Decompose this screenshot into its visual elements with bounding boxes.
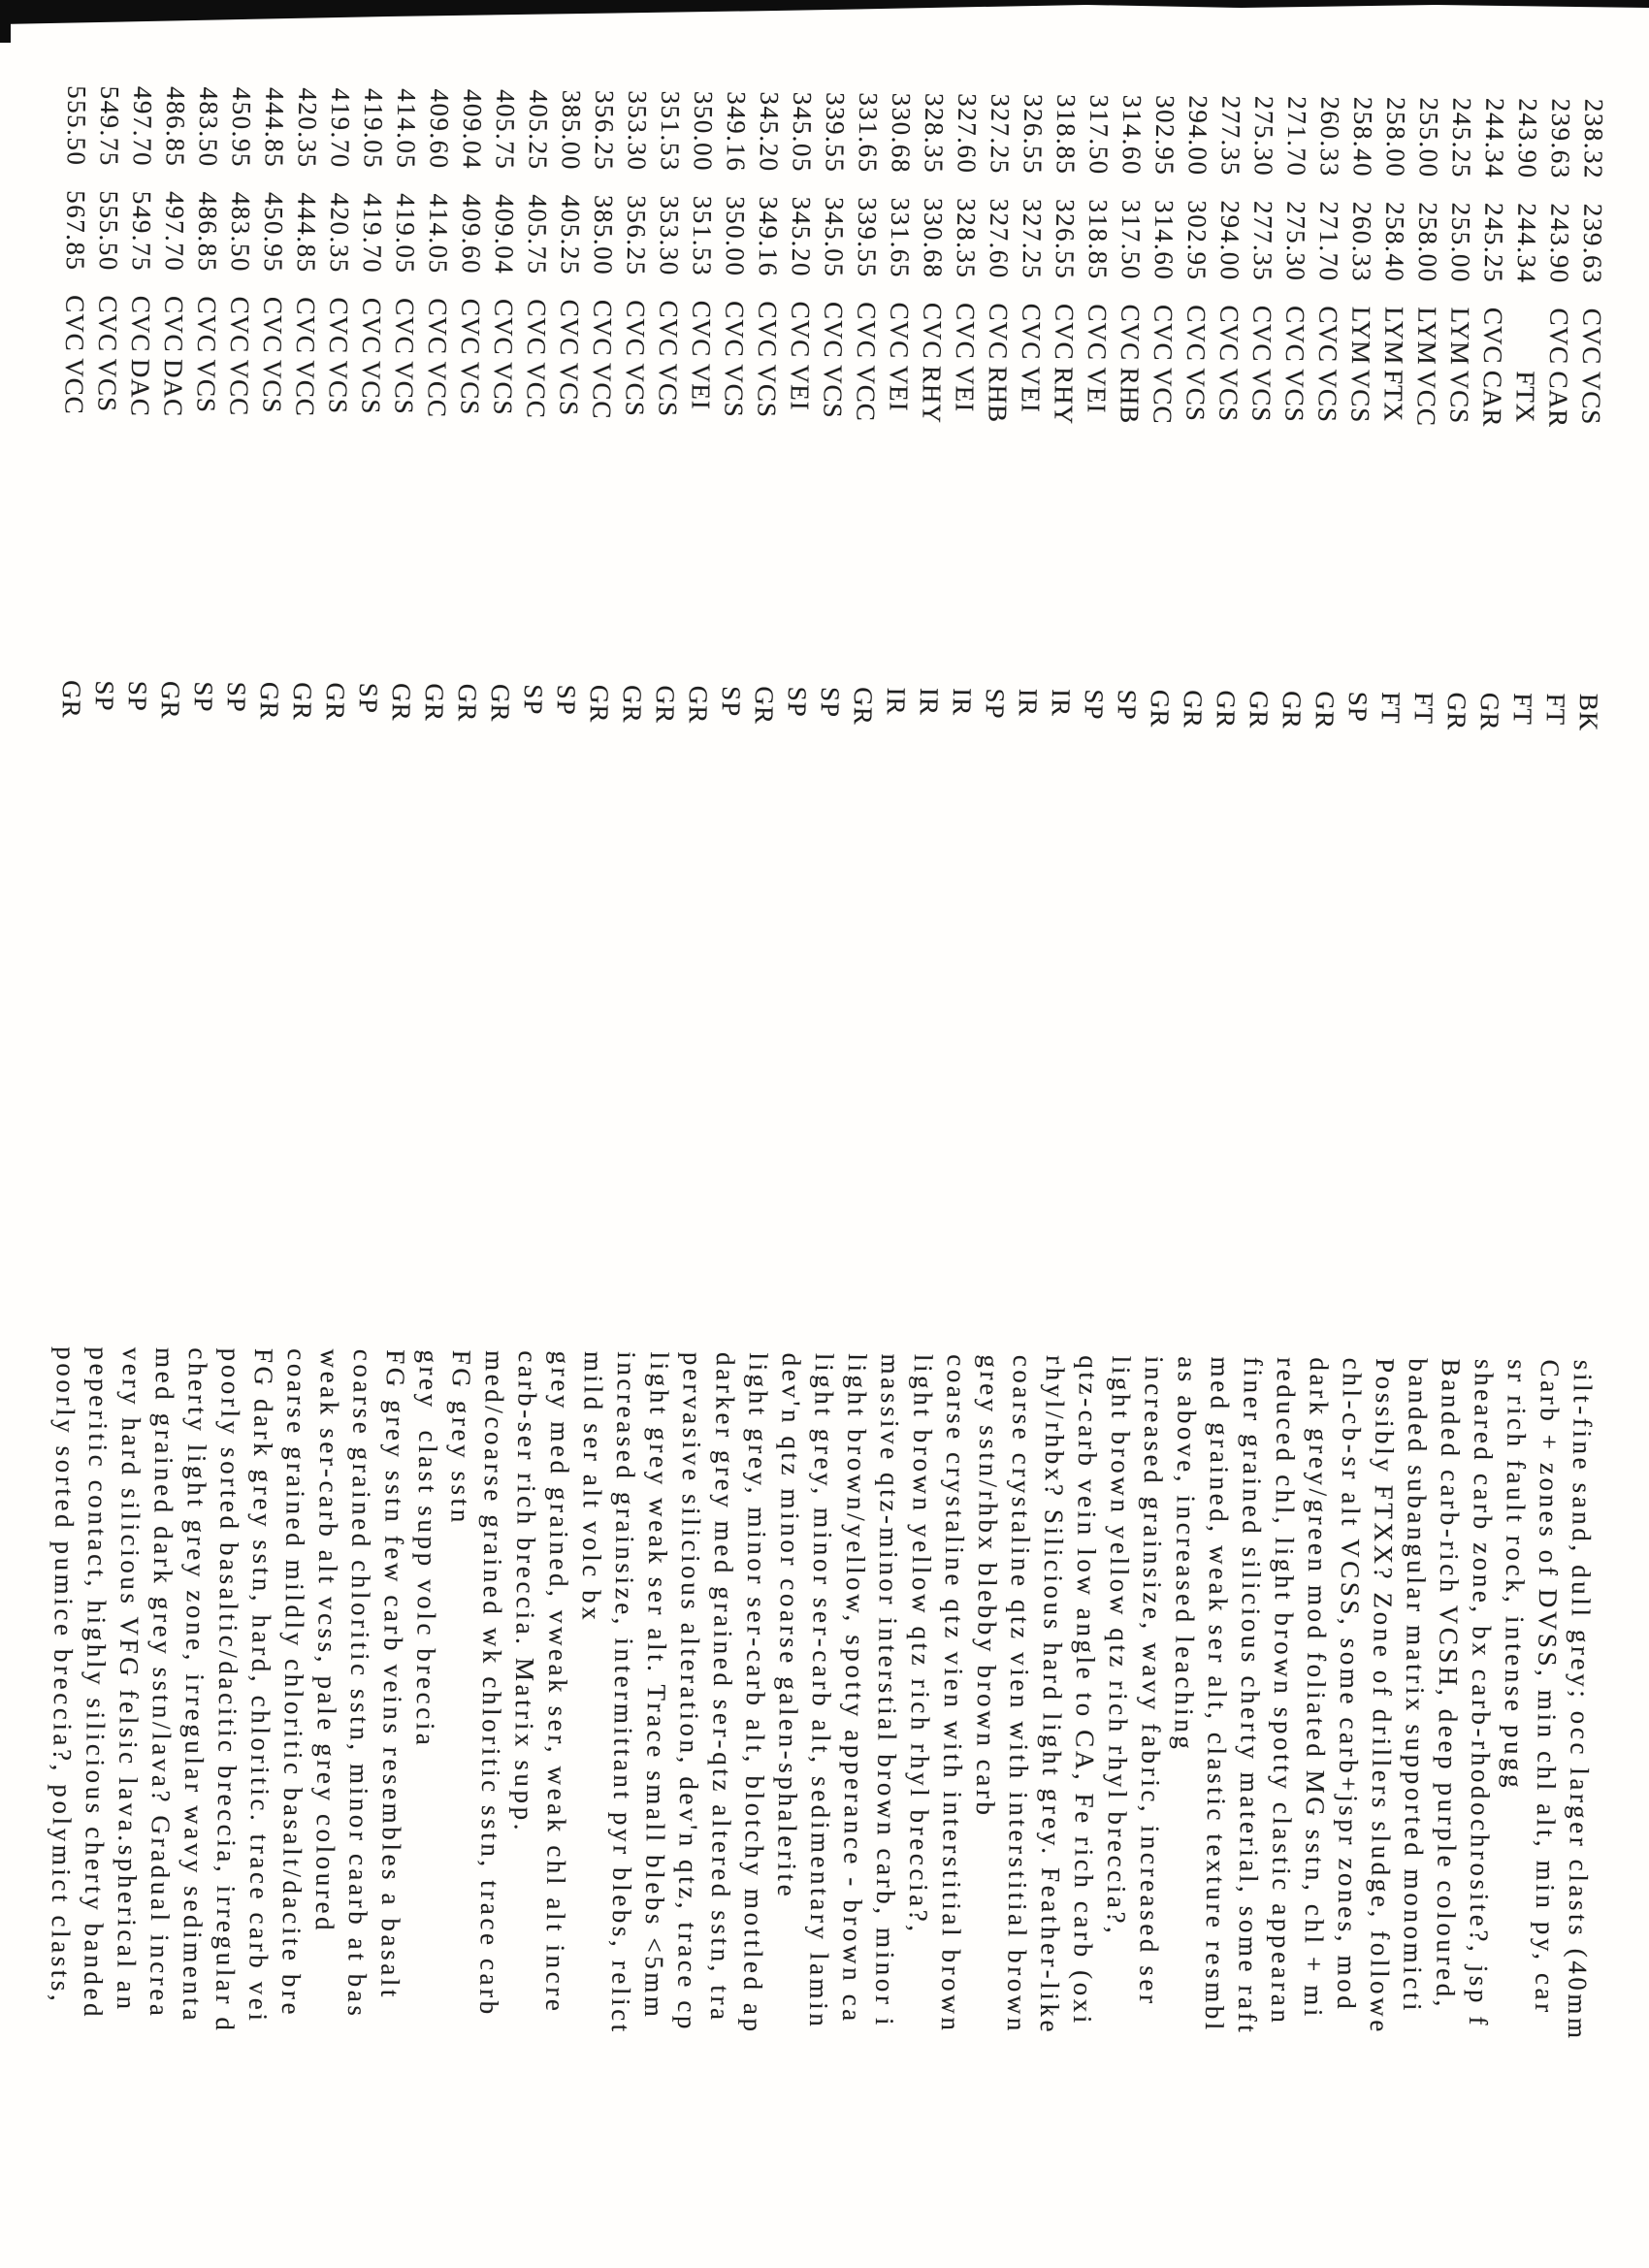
cell-lith-code: CVC [686,300,717,358]
cell-facies-code: VCS [1180,368,1211,422]
cell-zone-code: GR [749,686,780,726]
cell-facies-code: VCC [1411,370,1441,428]
cell-description: qtz-carb vein low angle to CA, Fe rich carb (oxi [1067,1355,1104,2027]
cell-depth-to: 555.50 [93,190,124,272]
cell-lith-code: CVC [917,302,948,360]
cell-depth-to: 345.05 [819,196,850,278]
cell-depth-from: 405.75 [490,88,521,171]
cell-lith-code: CVC [1213,305,1245,363]
cell-facies-code: RHB [1115,367,1145,425]
cell-description: rhyl/rhbx? Silicious hard light grey. Feather-like [1034,1354,1071,2036]
cell-zone-code: SP [221,681,252,713]
cell-depth-from: 483.50 [193,86,224,168]
cell-description: as above, increased leaching [1169,1356,1203,1753]
cell-depth-to: 351.53 [687,195,718,277]
cell-lith-code: CVC [653,300,684,358]
cell-depth-to: 243.90 [1544,203,1575,284]
cell-facies-code: VCS [257,359,287,414]
cell-facies-code: VCS [1444,370,1474,425]
cell-depth-to: 405.25 [555,194,586,276]
cell-lith-code: CVC [521,299,552,357]
cell-lith-code: CVC [1543,308,1574,366]
cell-zone-code: BK [1573,693,1603,732]
cell-zone-code: GR [1178,690,1209,729]
cell-facies-code: VEI [1082,367,1112,414]
cell-zone-code: GR [1244,690,1275,729]
cell-facies-code: VCS [191,359,221,414]
cell-lith-code: CVC [719,301,750,358]
cell-facies-code: VCS [1213,368,1244,423]
cell-lith-code: CVC [1049,303,1080,361]
cell-depth-to: 244.34 [1511,203,1542,284]
cell-zone-code: SP [980,688,1011,720]
cell-lith-code: CVC [192,296,222,354]
cell-facies-code: VCS [1345,369,1375,424]
cell-facies-code: VCS [1312,369,1342,424]
cell-depth-from: 414.05 [391,88,422,170]
cell-depth-from: 277.35 [1215,95,1246,177]
cell-zone-code: GR [386,683,417,722]
cell-lith-code: CVC [1576,308,1607,366]
cell-zone-code: GR [848,687,879,726]
cell-description: reduced chl, light brown spotty clastic appearan [1265,1357,1302,2026]
cell-depth-to: 260.33 [1346,201,1377,283]
cell-lith-code: CVC [93,295,123,353]
cell-depth-from: 450.95 [226,86,257,169]
cell-zone-code: GR [1145,689,1176,729]
cell-depth-to: 330.68 [918,197,949,279]
cell-lith-code: CVC [752,301,783,359]
cell-depth-from: 271.70 [1281,96,1312,178]
cell-zone-code: GR [320,682,351,722]
cell-description: sheared carb zone, bx carb-rhodochrosite?, jsp f [1463,1358,1500,2029]
cell-description: coarse crystaline qtz vien with interstitial brown [1001,1354,1038,2035]
cell-depth-from: 549.75 [94,85,125,167]
cell-zone-code: GR [419,683,450,723]
cell-zone-code: FT [1507,693,1537,726]
cell-lith-code: LYM [1378,306,1409,366]
cell-description: grey clast supp volc breccia [410,1349,444,1749]
cell-facies-code: RHY [917,365,947,425]
cell-zone-code: GR [1441,692,1471,731]
cell-description: coarse grained mildly chloritic basalt/dacite bre [276,1348,312,2019]
cell-zone-code: FT [1540,693,1570,727]
cell-depth-to: 350.00 [720,196,751,277]
cell-facies-code: VCS [752,364,782,419]
cell-lith-code: CVC [323,297,354,355]
cell-depth-from: 409.04 [457,88,488,171]
cell-description: peperitic contact, highly silicious cherty banded [79,1346,114,2021]
cell-depth-from: 331.65 [853,92,884,174]
cell-zone-code: FT [1408,692,1439,726]
cell-depth-to: 258.40 [1379,201,1410,283]
cell-facies-code: VCS [554,362,584,417]
cell-depth-from: 497.70 [127,85,158,168]
cell-facies-code: VCC [59,358,89,415]
cell-depth-to: 314.60 [1148,199,1180,281]
cell-description: cherty light grey zone, irregular wavy sedimenta [177,1347,213,2025]
cell-depth-from: 420.35 [292,87,323,169]
cell-lith-code: CVC [159,295,189,353]
cell-zone-code: SP [353,682,384,715]
cell-facies-code: VCS [818,364,848,419]
cell-depth-to: 444.85 [291,192,322,274]
cell-lith-code: CVC [1246,305,1277,363]
cell-lith-code: CVC [455,298,486,356]
cell-depth-from: 385.00 [556,89,587,172]
cell-depth-to: 450.95 [258,191,289,274]
cell-depth-to: 419.05 [390,193,421,275]
cell-description: light grey, minor ser-carb alt, sedimentary lamin [803,1352,840,2030]
cell-depth-from: 258.40 [1347,96,1378,178]
cell-lith-code: CVC [1016,303,1047,361]
cell-zone-code: SP [782,686,813,718]
cell-description: dark grey/green mod foliated MG sstn, chl + mi [1299,1357,1335,2021]
cell-depth-from: 327.25 [985,93,1016,175]
cell-description: banded subangular matrix supported monomicti [1398,1358,1434,2015]
cell-facies-code: VCS [455,361,485,416]
cell-lith-code: CVC [587,299,618,357]
cell-zone-code: GR [254,681,285,721]
cell-zone-code: SP [188,681,219,713]
cell-description: carb-ser rich breccia. Matrix supp. [508,1350,543,1834]
cell-zone-code: GR [452,683,483,723]
cell-facies-code: VCS [92,358,122,413]
cell-zone-code: GR [485,683,516,723]
cell-description: med/coarse grained wk chloritic sstn, trace carb [474,1349,510,2018]
cell-facies-code: VCC [422,361,452,419]
cell-description: grey sstn/rhbx blebby brown carb [970,1354,1005,1819]
scan-edge-corner [0,0,11,43]
cell-description: increased grainsize, wavy fabric, increased ser [1134,1355,1170,2007]
cell-zone-code: IR [914,687,945,717]
cell-zone-code: SP [89,680,120,712]
cell-lith-code: LYM [1444,307,1475,367]
cell-lith-code: CVC [851,302,882,360]
cell-depth-to: 277.35 [1247,200,1278,282]
cell-lith-code: CVC [620,300,651,357]
cell-facies-code: VEI [884,365,914,412]
cell-description: finer grained silicious cherty material, some raft [1232,1356,1269,2036]
cell-depth-from: 345.20 [754,91,785,173]
cell-depth-to: 345.20 [786,196,817,278]
cell-facies-code: VCS [1246,368,1277,423]
cell-depth-to: 271.70 [1313,201,1344,282]
cell-lith-code: CVC [950,303,981,360]
cell-depth-from: 260.33 [1314,96,1345,178]
cell-depth-to: 275.30 [1280,201,1311,282]
cell-depth-from: 327.60 [952,93,983,175]
cell-depth-to: 327.25 [1017,198,1048,280]
cell-facies-code: VCS [719,364,749,418]
cell-zone-code: SP [1079,689,1110,721]
cell-depth-from: 294.00 [1182,95,1213,177]
cell-lith-code: CVC [1148,304,1179,362]
cell-description: Banded carb-rich VCSH, deep purple coloured, [1431,1358,1467,2011]
cell-facies-code: VCC [587,362,617,420]
cell-zone-code: GR [1310,691,1341,730]
cell-description: darker grey med grained ser-qtz altered sstn, tra [704,1351,741,2024]
cell-facies-code: VEI [950,366,980,413]
cell-depth-to: 328.35 [951,198,982,279]
cell-zone-code: IR [1046,688,1077,718]
cell-lith-code: CVC [60,295,90,352]
cell-depth-from: 238.32 [1578,98,1609,180]
cell-lith-code: CVC [785,301,816,359]
cell-depth-from: 351.53 [655,90,686,172]
cell-zone-code: SP [518,684,549,716]
cell-lith-code: LYM [1345,306,1376,366]
cell-facies-code: VCS [323,360,353,415]
cell-description: grey med grained, vweak ser, weak chl alt incre [540,1350,576,2015]
cell-depth-to: 486.85 [192,191,223,273]
cell-depth-to: 409.60 [456,193,487,275]
cell-description: coarse grained chloritic sstn, minor caarb at bas [342,1348,378,2020]
cell-depth-from: 356.25 [589,89,620,172]
cell-depth-from: 486.85 [160,85,191,168]
cell-facies-code: VCS [1279,369,1310,423]
cell-facies-code: VCC [224,359,254,417]
cell-depth-from: 317.50 [1083,94,1115,176]
cell-depth-to: 420.35 [324,192,355,274]
cell-facies-code: VCC [1148,367,1178,425]
cell-facies-code: DAC [158,358,188,418]
cell-facies-code: RHB [983,366,1013,424]
cell-zone-code: IR [881,687,912,716]
cell-zone-code: SP [1342,691,1374,723]
cell-facies-code: VCC [521,362,551,420]
cell-zone-code: GR [1211,690,1242,729]
cell-description: massive qtz-minor interstial brown carb, minor i [869,1353,906,2029]
cell-depth-to: 409.04 [489,193,520,275]
cell-depth-from: 314.60 [1116,94,1148,177]
cell-description: light grey weak ser alt. Trace small blebs <5mm [639,1351,675,2021]
cell-lith-code: CVC [884,302,915,360]
cell-lith-code: CVC [1082,304,1113,362]
cell-zone-code: GR [1277,691,1308,729]
cell-description: weak ser-carb alt vcss, pale grey coloured [309,1348,345,1934]
cell-lith-code: CVC [356,297,387,355]
cell-depth-to: 549.75 [126,190,157,273]
cell-facies-code: VCS [620,363,650,417]
cell-facies-code: VCS [356,360,386,415]
cell-depth-from: 345.05 [787,91,818,174]
cell-zone-code: FT [1375,691,1406,725]
cell-zone-code: SP [716,686,747,718]
cell-depth-to: 326.55 [1050,199,1081,280]
cell-depth-from: 419.05 [358,87,389,170]
cell-zone-code: SP [122,680,153,712]
cell-depth-to: 414.05 [423,193,454,275]
cell-facies-code: CAR [1477,370,1507,428]
cell-facies-code: VCC [290,360,320,417]
cell-depth-from: 302.95 [1149,94,1180,177]
cell-zone-code: GR [155,680,186,720]
cell-lith-code: CVC [1477,307,1508,365]
cell-description: FG dark grey sstn, hard, chloritic. trace carb vei [242,1347,279,2025]
cell-depth-to: 353.30 [654,195,685,276]
cell-zone-code: GR [617,685,648,724]
cell-description: silt-fine sand, dull grey; occ larger clasts (40mm [1562,1359,1598,2042]
cell-facies-code: VCS [1576,371,1606,426]
cell-description: light grey, minor ser-carb alt, blotchy mottled ap [737,1352,774,2035]
cell-description: med grained dark grey sstn/lava? Gradual increa [145,1346,180,2020]
cell-facies-code: VEI [785,364,815,411]
cell-lith-code: CVC [422,298,453,356]
cell-depth-to: 294.00 [1214,200,1245,281]
cell-depth-to: 349.16 [753,196,784,277]
cell-depth-from: 255.00 [1413,97,1444,178]
cell-depth-from: 555.50 [61,85,92,167]
cell-lith-code: CVC [225,296,255,354]
cell-zone-code: GR [584,684,615,724]
cell-zone-code: GR [683,685,714,725]
cell-depth-from: 350.00 [688,90,719,173]
cell-description: coarse crystaline qtz vien with interstitial brown [935,1354,972,2034]
cell-zone-code: SP [1112,689,1143,721]
cell-facies-code: CAR [1543,371,1573,429]
cell-lith-code: CVC [290,297,321,354]
cell-depth-to: 239.63 [1577,203,1608,285]
cell-depth-from: 330.68 [886,92,917,175]
cell-depth-to: 385.00 [588,194,619,276]
cell-description: poorly sorted basaltic/dacitic breccia, irregular d [210,1347,246,2034]
cell-depth-from: 258.00 [1380,96,1411,178]
cell-description: dev'n qtz minor coarse galen-sphalerite [772,1352,807,1900]
cell-description: sr rich fault rock, intense pugg [1499,1359,1532,1792]
cell-facies-code: DAC [125,358,155,417]
cell-description: FG grey sstn [445,1349,477,1527]
cell-description: poorly sorted pumice breccia?, polymict clasts, [46,1346,81,2005]
cell-depth-from: 419.70 [325,87,356,169]
cell-depth-to: 318.85 [1083,199,1114,280]
cell-facies-code: VCS [653,363,683,418]
cell-depth-to: 302.95 [1181,200,1212,281]
cell-depth-to: 339.55 [852,197,883,278]
cell-depth-from: 239.63 [1545,98,1576,179]
cell-description: FG grey sstn few carb veins resembles a basalt [375,1349,411,2001]
cell-depth-from: 275.30 [1248,95,1279,178]
cell-description: pervasive silicious alteration, dev'n qtz, trace cp [671,1351,708,2033]
cell-description: mild ser alt volc bx [576,1350,609,1624]
cell-depth-from: 245.25 [1446,97,1477,179]
cell-depth-to: 356.25 [621,195,652,276]
cell-depth-to: 258.00 [1412,202,1443,283]
cell-lith-code: CVC [257,296,288,354]
cell-description: chl-cb-sr alt VCSS, some carb+jspr zones, mod [1332,1357,1368,2013]
cell-zone-code: GR [287,682,318,721]
cell-facies-code: VCS [488,361,518,416]
cell-lith-code: CVC [1312,306,1343,364]
cell-depth-from: 328.35 [919,92,950,175]
cell-depth-from: 409.60 [424,88,455,170]
cell-depth-to: 331.65 [885,197,916,279]
cell-lith-code: CVC [126,295,156,353]
cell-lith-code: CVC [488,298,519,356]
cell-facies-code: VCS [389,361,419,415]
cell-facies-code: VEI [686,363,716,410]
cell-facies-code: FTX [1378,369,1408,423]
cell-zone-code: GR [650,685,681,725]
cell-depth-from: 243.90 [1512,98,1543,179]
cell-zone-code: IR [1013,688,1044,717]
cell-description: light brown yellow qtz rich rhyl breccia?, [1101,1355,1137,1937]
cell-depth-to: 483.50 [225,191,256,274]
cell-zone-code: SP [815,686,846,719]
cell-description: med grained, weak ser alt, clastic texture resmbl [1199,1356,1236,2034]
cell-lith-code: CVC [554,299,585,357]
cell-depth-to: 317.50 [1116,199,1147,281]
cell-lith-code: CVC [1279,306,1310,363]
cell-depth-from: 353.30 [622,90,653,172]
cell-depth-to: 327.60 [984,198,1015,279]
cell-depth-from: 244.34 [1479,97,1510,179]
cell-depth-from: 318.85 [1051,94,1082,176]
cell-description: light brown/yellow, spotty apperance - brown ca [836,1353,873,2025]
cell-depth-to: 567.85 [60,190,91,272]
cell-lith-code: CVC [1180,305,1212,362]
cell-description: increased grainsize, intermittant pyr blebs, relict [605,1351,642,2035]
cell-depth-to: 419.70 [357,192,388,275]
cell-depth-from: 349.16 [721,91,752,173]
cell-depth-to: 255.00 [1445,202,1476,284]
cell-zone-code: GR [1474,692,1504,731]
cell-depth-to: 497.70 [159,190,190,273]
cell-description: light brown yellow qtz rich rhyl breccia?, [903,1353,939,1935]
cell-depth-from: 326.55 [1018,93,1049,176]
cell-zone-code: GR [56,680,87,719]
cell-zone-code: SP [551,684,582,716]
cell-facies-code: VCC [851,365,881,423]
cell-depth-to: 405.75 [522,194,553,275]
cell-lith-code: LYM [1411,307,1442,366]
cell-depth-from: 405.25 [523,89,554,171]
cell-facies-code: RHY [1049,366,1079,426]
cell-lith-code: CVC [983,303,1014,361]
cell-lith-code: CVC [1115,304,1146,362]
cell-depth-from: 339.55 [820,91,851,174]
cell-lith-code: CVC [389,298,420,355]
cell-description: very hard silicious VFG felsic lava.spherical an [112,1346,147,2013]
cell-facies-code: FTX [1510,371,1540,424]
cell-description: Possibly FTXX? Zone of drillers sludge, followe [1364,1357,1401,2036]
cell-depth-from: 444.85 [259,86,290,169]
cell-facies-code: VEI [1016,366,1046,413]
cell-description: Carb + zones of DVSS, min chl alt, min py, car [1530,1359,1565,2016]
cell-lith-code: CVC [818,301,849,359]
cell-zone-code: IR [947,688,978,717]
cell-depth-to: 245.25 [1478,202,1509,284]
